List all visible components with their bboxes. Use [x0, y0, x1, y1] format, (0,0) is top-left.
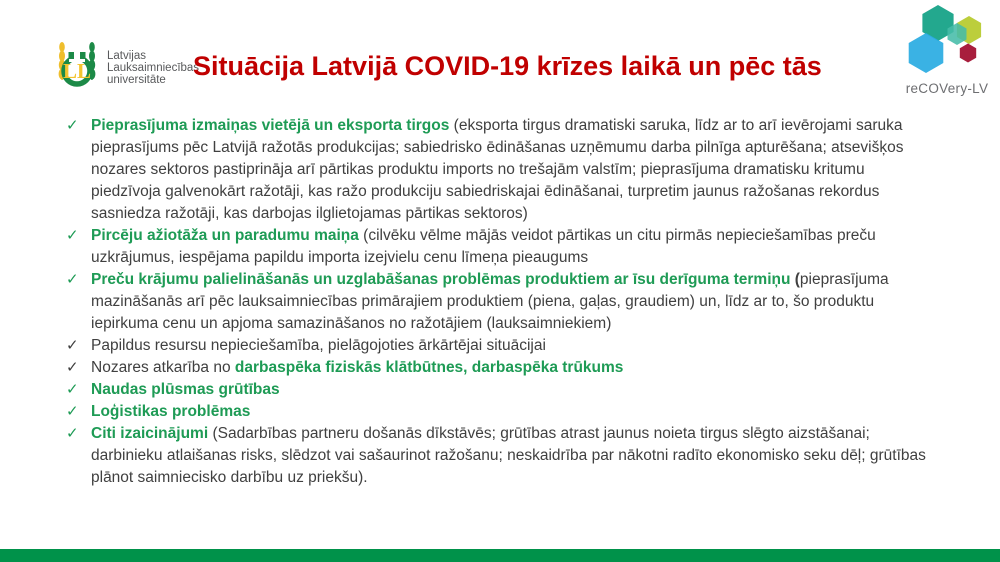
- bullet-text-segment: (Sadarbības partneru došanās dīkstāvēs; grūtības atrast jaunus noieta tirgus slēgto aizstāšanai; darbinieku atlaišanas risks, slēdzot vai sašaurinot ražošanu; neskaidrība par nākotni radīto ekonomisko seku dēļ; grūtības plānot saimniecisko darbību uz priekšu).: [91, 425, 926, 486]
- bullet-text-segment: Papildus resursu nepieciešamība, pielāgojoties ārkārtējai situācijai: [91, 337, 546, 354]
- footer-accent-bar: [0, 549, 1000, 562]
- university-name: [107, 50, 199, 86]
- recovery-lv-label: reCOVery-LV: [905, 81, 989, 96]
- list-item: [66, 401, 938, 423]
- bullet-text-segment: darbaspēka fiziskās klātbūtnes, darbaspēka trūkums: [234, 359, 624, 376]
- university-emblem-icon: [56, 38, 98, 96]
- university-name-line2: Lauksaimniecības: [107, 62, 200, 74]
- list-item: [66, 357, 938, 379]
- bullet-text-segment: Pircēju ažiotāža un paradumu maiņa: [91, 227, 359, 244]
- bullet-text-segment: Preču krājumu palielināšanās un uzglabāšanas problēmas produktiem ar īsu derīguma termiņu: [91, 271, 795, 288]
- list-item: [66, 225, 938, 269]
- recovery-hexagons-icon: [903, 4, 991, 78]
- bullet-text-segment: Loģistikas problēmas: [91, 403, 251, 420]
- bullet-text-segment: Citi izaicinājumi: [91, 425, 209, 442]
- slide-body: [66, 115, 938, 489]
- checkmark-icon: ✓: [66, 403, 79, 420]
- checkmark-icon: ✓: [66, 337, 79, 354]
- svg-text:LL: LL: [62, 59, 92, 83]
- bullet-list: [66, 115, 938, 489]
- checkmark-icon: ✓: [66, 227, 79, 244]
- checkmark-icon: ✓: [66, 425, 79, 442]
- bullet-text-segment: (cilvēku vēlme mājās veidot pārtikas un citu pirmās nepieciešamības preču uzkrājumus, iespējama papildu importa izejvielu cenu līmeņa pieaugums: [91, 227, 876, 266]
- list-item: [66, 335, 938, 357]
- bullet-text-segment: (: [794, 271, 800, 288]
- checkmark-icon: ✓: [66, 381, 79, 398]
- checkmark-icon: ✓: [66, 117, 79, 134]
- list-item: [66, 269, 938, 335]
- university-name-line1: Latvijas: [107, 50, 146, 62]
- university-logo: [56, 38, 199, 96]
- bullet-text-segment: (eksporta tirgus dramatiski saruka, līdz ar to arī ievērojami saruka pieprasījums pēc Latvijā ražotās produkcijas; sabiedrisko ēdināšanas uzņēmumu darba pilnīga apturēšana; atsevišķos nozares sektoros pastiprināja arī pārtikas produktu imports no trešajām valstīm; pieprasījuma dramatisku kritumu piedzīvoja galvenokārt ražotāji, kas ražo produkciju sabiedriskajai ēdināšanai, turpretim jaunus ražošanas rekordus sasniedza ražotāji, kas darbojas ilglietojamas pārtikas sektoros): [91, 117, 904, 222]
- recovery-lv-logo: [897, 4, 997, 96]
- bullet-text-segment: Pieprasījuma izmaiņas vietējā un eksporta tirgos: [91, 117, 450, 134]
- bullet-text-segment: Nozares atkarība no: [91, 359, 235, 376]
- checkmark-icon: ✓: [66, 271, 79, 288]
- list-item: [66, 115, 938, 225]
- university-name-line3: universitāte: [107, 74, 166, 86]
- list-item: [66, 423, 938, 489]
- bullet-text-segment: Naudas plūsmas grūtības: [91, 381, 280, 398]
- bullet-text-segment: pieprasījuma mazināšanās arī pēc lauksaimniecības primārajiem produktiem (piena, gaļas, graudiem) un, līdz ar to, šo produktu iepirkuma cenu un apjoma samazināšanos no ražotājiem (lauksaimniekiem): [91, 271, 889, 332]
- page-title: Situācija Latvijā COVID-19 krīzes laikā un pēc tās: [193, 51, 822, 81]
- checkmark-icon: ✓: [66, 359, 79, 376]
- list-item: [66, 379, 938, 401]
